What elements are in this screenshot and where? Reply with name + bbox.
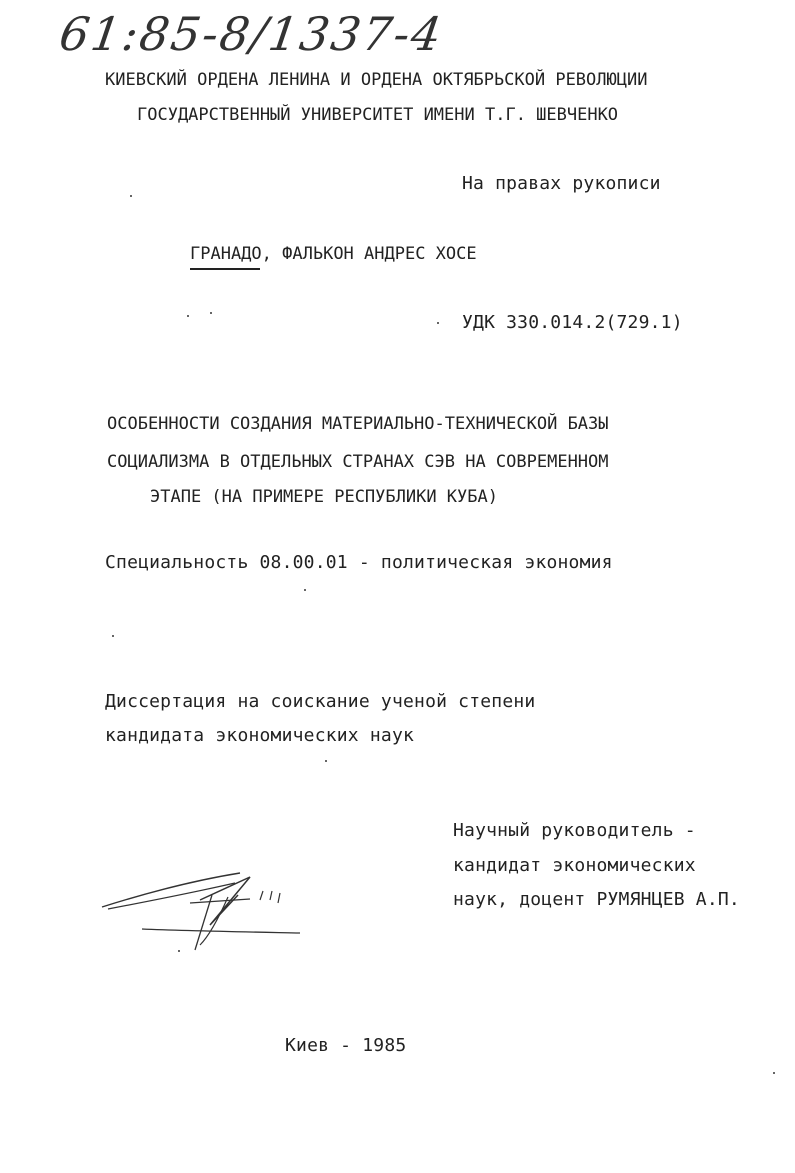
author-surname-underline bbox=[190, 268, 260, 270]
speck bbox=[437, 322, 439, 324]
institution-line-1: КИЕВСКИЙ ОРДЕНА ЛЕНИНА И ОРДЕНА ОКТЯБРЬСКОЙ РЕВОЛЮЦИИ bbox=[105, 70, 648, 90]
supervisor-line-1: Научный руководитель - bbox=[453, 820, 696, 841]
author-comma: , bbox=[261, 244, 283, 264]
signature bbox=[100, 865, 310, 960]
specialty: Специальность 08.00.01 - политическая экономия bbox=[105, 552, 613, 573]
speck bbox=[210, 312, 212, 314]
supervisor-line-3: наук, доцент РУМЯНЦЕВ А.П. bbox=[453, 889, 740, 910]
speck bbox=[325, 760, 327, 762]
handwritten-archive-number: 61:85-8/1337-4 bbox=[56, 7, 447, 61]
place-and-year: Киев - 1985 bbox=[285, 1035, 407, 1056]
speck bbox=[773, 1072, 775, 1074]
manuscript-note: На правах рукописи bbox=[462, 173, 661, 194]
supervisor-line-2: кандидат экономических bbox=[453, 855, 696, 876]
title-line-2: СОЦИАЛИЗМА В ОТДЕЛЬНЫХ СТРАНАХ СЭВ НА СОВРЕМЕННОМ bbox=[107, 452, 609, 472]
speck bbox=[178, 950, 180, 952]
speck bbox=[187, 315, 189, 317]
title-line-1: ОСОБЕННОСТИ СОЗДАНИЯ МАТЕРИАЛЬНО-ТЕХНИЧЕСКОЙ БАЗЫ bbox=[107, 414, 609, 434]
udc-code: УДК 330.014.2(729.1) bbox=[462, 312, 683, 333]
dissertation-line-2: кандидата экономических наук bbox=[105, 725, 415, 746]
speck bbox=[130, 195, 132, 197]
author-surname: ГРАНАДО bbox=[190, 244, 262, 264]
institution-line-2: ГОСУДАРСТВЕННЫЙ УНИВЕРСИТЕТ ИМЕНИ Т.Г. ШЕВЧЕНКО bbox=[137, 105, 619, 125]
dissertation-line-1: Диссертация на соискание ученой степени bbox=[105, 691, 536, 712]
author-name bbox=[190, 243, 477, 265]
speck bbox=[112, 635, 114, 637]
author-given-names: ФАЛЬКОН АНДРЕС ХОСЕ bbox=[282, 244, 477, 264]
title-line-3: ЭТАПЕ (НА ПРИМЕРЕ РЕСПУБЛИКИ КУБА) bbox=[150, 487, 498, 507]
speck bbox=[304, 589, 306, 591]
